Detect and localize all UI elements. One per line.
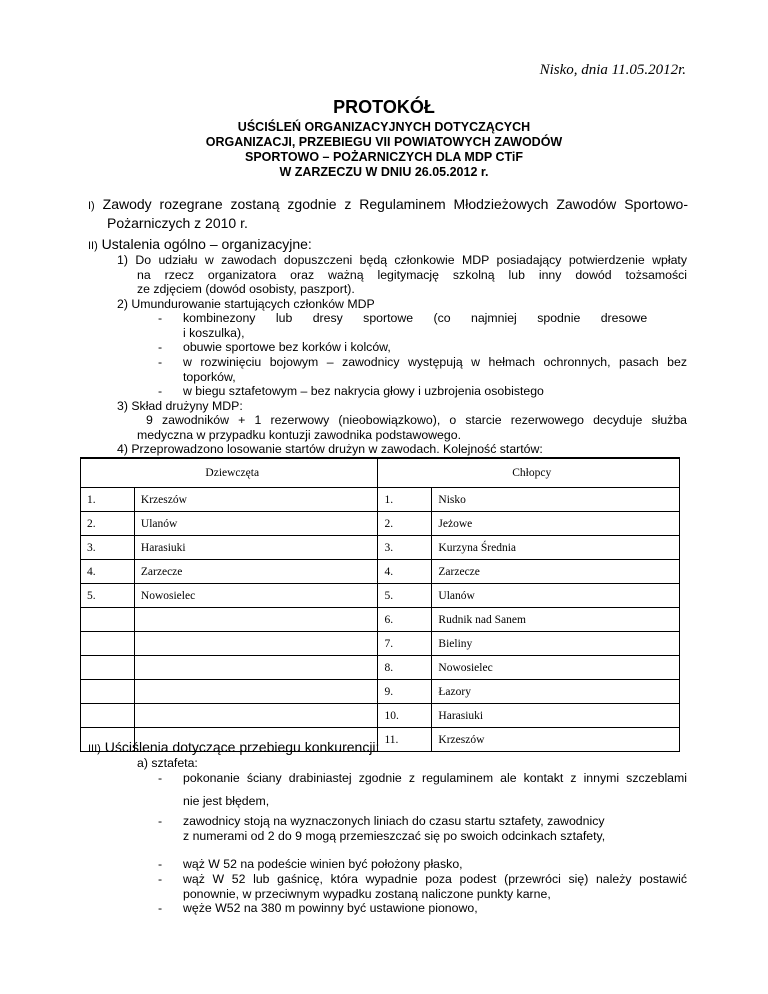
team-name-cell <box>134 680 378 704</box>
section-number: I) <box>88 200 95 212</box>
team-name-cell <box>134 656 378 680</box>
subtitle-line: SPORTOWO – POŻARNICZYCH DLA MDP CTiF <box>244 150 524 164</box>
start-number-cell <box>81 632 135 656</box>
list-dash: - <box>158 311 163 325</box>
list-dash: - <box>158 814 163 828</box>
subsection-heading: a) sztafeta: <box>137 756 198 770</box>
start-number-cell: 8. <box>378 656 432 680</box>
paragraph-line: 4) Przeprowadzono losowanie startów drużyn w zawodach. Kolejność startów: <box>117 442 543 456</box>
start-number-cell <box>81 680 135 704</box>
list-item: nie jest błędem, <box>183 794 270 808</box>
team-name-cell <box>134 704 378 728</box>
section-3-heading: III) Uściślenia dotyczące przebiegu konkurencji: <box>88 739 380 755</box>
list-item: węże W52 na 380 m powinny być ustawione pionowo, <box>183 901 478 915</box>
section-1-line: Pożarniczych z 2010 r. <box>107 215 248 231</box>
column-header-boys: Chłopcy <box>378 458 680 488</box>
list-dash: - <box>158 872 163 886</box>
list-item: obuwie sportowe bez korków i kolców, <box>183 340 391 354</box>
list-dash: - <box>158 384 163 398</box>
section-number: II) <box>88 240 98 252</box>
start-number-cell: 2. <box>378 512 432 536</box>
start-number-cell <box>81 656 135 680</box>
list-dash: - <box>158 355 163 369</box>
team-name-cell: Krzeszów <box>432 728 680 752</box>
list-item: z numerami od 2 do 9 mogą przemieszczać się po swoich odcinkach sztafety, <box>183 829 606 843</box>
start-number-cell: 1. <box>378 488 432 512</box>
start-number-cell: 4. <box>81 560 135 584</box>
table-row <box>81 632 680 656</box>
team-name-cell: Jeżowe <box>432 512 680 536</box>
team-name-cell: Krzeszów <box>134 488 378 512</box>
team-name-cell: Nowosielec <box>432 656 680 680</box>
team-name-cell: Ulanów <box>432 584 680 608</box>
list-item: w biegu sztafetowym – bez nakrycia głowy i uzbrojenia osobistego <box>183 384 544 398</box>
team-name-cell <box>134 608 378 632</box>
list-dash: - <box>158 857 163 871</box>
table-row <box>81 656 680 680</box>
start-number-cell <box>81 608 135 632</box>
team-name-cell: Nisko <box>432 488 680 512</box>
team-name-cell: Łazory <box>432 680 680 704</box>
team-name-cell: Zarzecze <box>432 560 680 584</box>
paragraph-line: ze zdjęciem (dowód osobisty, paszport). <box>137 282 355 296</box>
start-number-cell: 11. <box>378 728 432 752</box>
document-subtitle <box>0 120 768 180</box>
column-header-girls: Dziewczęta <box>81 458 378 488</box>
list-item: wąż W 52 lub gaśnicę, która wypadnie poza podest (przewróci się) należy postawić <box>183 872 687 886</box>
start-number-cell: 2. <box>81 512 135 536</box>
start-number-cell: 10. <box>378 704 432 728</box>
table-row <box>81 584 680 608</box>
paragraph-line: 9 zawodników + 1 rezerwowy (nieobowiązkowo), o starcie rezerwowego decyduje służba <box>146 413 687 427</box>
start-number-cell: 5. <box>81 584 135 608</box>
team-name-cell: Harasiuki <box>432 704 680 728</box>
section-1 <box>88 196 688 232</box>
paragraph-line: na rzecz organizatora oraz ważną legitymację szkolną lub inny dowód tożsamości <box>137 268 687 282</box>
team-name-cell: Rudnik nad Sanem <box>432 608 680 632</box>
start-number-cell <box>81 704 135 728</box>
start-order-table <box>80 457 680 752</box>
team-name-cell: Harasiuki <box>134 536 378 560</box>
table-row <box>81 608 680 632</box>
team-name-cell <box>134 632 378 656</box>
list-item: toporków, <box>183 370 236 384</box>
table-header-row <box>81 458 680 488</box>
team-name-cell: Kurzyna Średnia <box>432 536 680 560</box>
paragraph-line: 2) Umundurowanie startujących członków MDP <box>117 297 375 311</box>
list-dash: - <box>158 340 163 354</box>
subtitle-line: ORGANIZACJI, PRZEBIEGU VII POWIATOWYCH ZAWODÓW <box>205 135 563 149</box>
start-number-cell: 5. <box>378 584 432 608</box>
list-item: zawodnicy stoją na wyznaczonych liniach do czasu startu sztafety, zawodnicy <box>183 814 605 828</box>
subtitle-line: UŚCIŚLEŃ ORGANIZACYJNYCH DOTYCZĄCYCH <box>237 120 531 134</box>
team-name-cell: Bieliny <box>432 632 680 656</box>
start-number-cell: 3. <box>378 536 432 560</box>
start-number-cell: 4. <box>378 560 432 584</box>
paragraph-line: 3) Skład drużyny MDP: <box>117 399 243 413</box>
table-row <box>81 512 680 536</box>
team-name-cell: Nowosielec <box>134 584 378 608</box>
start-number-cell: 1. <box>81 488 135 512</box>
section-number: III) <box>88 743 101 755</box>
start-number-cell: 9. <box>378 680 432 704</box>
subtitle-line: W ZARZECZU W DNIU 26.05.2012 r. <box>279 165 489 179</box>
team-name-cell: Ulanów <box>134 512 378 536</box>
section-1-line: I) Zawody rozegrane zostaną zgodnie z Regulaminem Młodzieżowych Zawodów Sportowo- <box>88 196 688 212</box>
document-title: PROTOKÓŁ <box>333 97 435 117</box>
list-dash: - <box>158 901 163 915</box>
section-2-heading: II) Ustalenia ogólno – organizacyjne: <box>88 236 312 252</box>
team-name-cell: Zarzecze <box>134 560 378 584</box>
start-number-cell: 3. <box>81 536 135 560</box>
start-number-cell: 6. <box>378 608 432 632</box>
list-item: i koszulka), <box>183 326 245 340</box>
table-row <box>81 560 680 584</box>
start-number-cell: 7. <box>378 632 432 656</box>
table-row <box>81 488 680 512</box>
list-item: pokonanie ściany drabiniastej zgodnie z regulaminem ale kontakt z innymi szczeblami <box>183 771 687 785</box>
table-row <box>81 680 680 704</box>
list-item: wąż W 52 na podeście winien być położony płasko, <box>183 857 463 871</box>
place-date: Nisko, dnia 11.05.2012r. <box>539 62 686 78</box>
table-row <box>81 704 680 728</box>
list-item: w rozwinięciu bojowym – zawodnicy występują w hełmach ochronnych, pasach bez <box>183 355 687 369</box>
table-row <box>81 536 680 560</box>
list-item: ponownie, w przeciwnym wypadku zostaną naliczone punkty karne, <box>183 887 551 901</box>
list-item: kombinezony lub dresy sportowe (co najmniej spodnie dresowe <box>183 311 648 325</box>
paragraph-line: medyczna w przypadku kontuzji zawodnika podstawowego. <box>137 428 461 442</box>
paragraph-line: 1) Do udziału w zawodach dopuszczeni będą członkowie MDP posiadający potwierdzenie wpłaty <box>117 253 687 267</box>
list-dash: - <box>158 771 163 785</box>
